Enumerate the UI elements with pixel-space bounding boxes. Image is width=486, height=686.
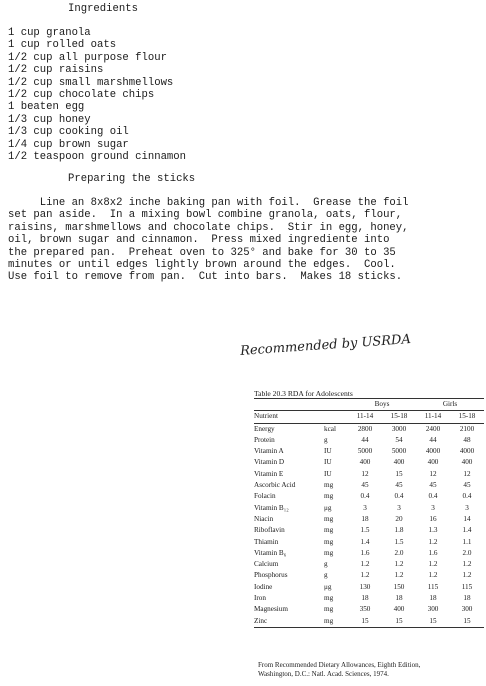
table-source <box>258 661 486 679</box>
value-cell: 18 <box>429 594 437 603</box>
instruction-line: Line an 8x8x2 inche baking pan with foil. Grease the foil <box>8 197 409 209</box>
table-row <box>254 548 484 559</box>
value-cell: 1.2 <box>394 571 404 580</box>
table-title: Table 20.3 RDA for Adolescents <box>254 389 353 398</box>
ingredient-item: 1/3 cup cooking oil <box>8 126 129 139</box>
nutrient-name: Vitamin B₆ <box>254 548 287 557</box>
value-cell: 5000 <box>391 447 407 456</box>
table-row <box>254 457 484 468</box>
value-cell: 12 <box>463 469 471 478</box>
value-cell: 54 <box>395 435 403 444</box>
value-cell: 48 <box>463 435 471 444</box>
value-cell: 4000 <box>459 447 475 456</box>
value-cell: 2400 <box>425 424 441 433</box>
unit-cell: IU <box>324 458 332 467</box>
value-cell: 15 <box>361 616 369 625</box>
nutrient-name: Vitamin A <box>254 447 284 456</box>
value-cell: 18 <box>361 594 369 603</box>
value-cell: 1.2 <box>462 571 472 580</box>
nutrient-name: Calcium <box>254 560 279 569</box>
value-cell: 44 <box>429 435 437 444</box>
nutrient-name: Energy <box>254 424 275 433</box>
age-header: 11-14 <box>416 411 450 423</box>
value-cell: 4000 <box>425 447 441 456</box>
age-header: 15-18 <box>450 411 484 423</box>
ingredients-heading: Ingredients <box>68 3 138 15</box>
value-cell: 3000 <box>391 424 407 433</box>
nutrient-name: Zinc <box>254 616 268 625</box>
nutrient-name: Magnesium <box>254 605 288 614</box>
ingredient-item: 1/2 cup all purpose flour <box>8 51 167 64</box>
unit-cell: g <box>324 571 328 580</box>
nutrient-name: Vitamin B₁₂ <box>254 503 289 512</box>
ingredient-item: 1/2 cup small marshmellows <box>8 76 174 89</box>
age-header: 15-18 <box>382 411 416 423</box>
table-row <box>254 604 484 615</box>
value-cell: 400 <box>393 605 405 614</box>
table-row <box>254 559 484 570</box>
value-cell: 1.2 <box>360 560 370 569</box>
value-cell: 1.1 <box>462 537 472 546</box>
value-cell: 12 <box>429 469 437 478</box>
unit-cell: mg <box>324 594 334 603</box>
table-row <box>254 570 484 581</box>
value-cell: 14 <box>463 514 471 523</box>
value-cell: 16 <box>429 514 437 523</box>
table-row <box>254 616 484 628</box>
table-row <box>254 480 484 491</box>
unit-cell: IU <box>324 447 332 456</box>
instructions-paragraph <box>8 197 478 284</box>
rda-table <box>254 398 484 628</box>
value-cell: 150 <box>393 582 405 591</box>
value-cell: 15 <box>395 469 403 478</box>
group-girls: Girls <box>416 399 484 411</box>
table-row <box>254 446 484 457</box>
instruction-line: raisins, marshmellows and chocolate chips. Stir in egg, honey, <box>8 221 409 234</box>
value-cell: 18 <box>463 594 471 603</box>
group-header-row <box>254 399 484 411</box>
unit-cell: mg <box>324 605 334 614</box>
value-cell: 400 <box>393 458 405 467</box>
value-cell: 115 <box>461 582 473 591</box>
unit-cell: mg <box>324 526 334 535</box>
unit-cell: g <box>324 435 328 444</box>
unit-cell: μg <box>324 582 332 591</box>
age-header: 11-14 <box>348 411 382 423</box>
value-cell: 0.4 <box>462 492 472 501</box>
value-cell: 45 <box>429 481 437 490</box>
value-cell: 300 <box>427 605 439 614</box>
nutrient-name: Protein <box>254 435 275 444</box>
group-boys: Boys <box>348 399 416 411</box>
value-cell: 1.2 <box>428 571 438 580</box>
nutrient-name: Riboflavin <box>254 526 285 535</box>
table-row <box>254 593 484 604</box>
ingredient-item: 1 beaten egg <box>8 101 85 114</box>
value-cell: 15 <box>395 616 403 625</box>
value-cell: 44 <box>361 435 369 444</box>
value-cell: 45 <box>463 481 471 490</box>
value-cell: 15 <box>463 616 471 625</box>
nutrient-name: Vitamin E <box>254 469 284 478</box>
value-cell: 45 <box>361 481 369 490</box>
value-cell: 1.6 <box>360 548 370 557</box>
value-cell: 1.6 <box>428 548 438 557</box>
unit-cell: μg <box>324 503 332 512</box>
ingredient-item: 1 cup rolled oats <box>8 39 117 52</box>
value-cell: 3 <box>397 503 401 512</box>
source-line: From Recommended Dietary Allowances, Eighth Edition, <box>258 661 421 669</box>
value-cell: 2.0 <box>394 548 404 557</box>
value-cell: 20 <box>395 514 403 523</box>
value-cell: 1.5 <box>394 537 404 546</box>
value-cell: 300 <box>461 605 473 614</box>
handwritten-note: Recommended by USRDA <box>239 332 412 359</box>
nutrient-name: Thiamin <box>254 537 279 546</box>
unit-cell: mg <box>324 548 334 557</box>
nutrient-name: Phosphorus <box>254 571 288 580</box>
source-line: Washington, D.C.: Natl. Acad. Sciences, 1974. <box>258 670 389 678</box>
table-row <box>254 423 484 435</box>
instruction-line: oil, brown sugar and cinnamon. Press mixed ingrediente into <box>8 234 390 247</box>
table-row <box>254 537 484 548</box>
value-cell: 1.2 <box>462 560 472 569</box>
value-cell: 3 <box>465 503 469 512</box>
unit-cell: mg <box>324 616 334 625</box>
unit-cell: mg <box>324 492 334 501</box>
ingredient-item: 1/2 teaspoon ground cinnamon <box>8 151 187 164</box>
value-cell: 2800 <box>357 424 373 433</box>
value-cell: 3 <box>431 503 435 512</box>
value-cell: 400 <box>359 458 371 467</box>
value-cell: 1.2 <box>360 571 370 580</box>
table-row <box>254 491 484 502</box>
value-cell: 1.8 <box>394 526 404 535</box>
value-cell: 1.4 <box>360 537 370 546</box>
column-header-row <box>254 411 484 423</box>
nutrient-name: Niacin <box>254 514 274 523</box>
instruction-line: minutes or until edges lightly brown around the edges. Cool. <box>8 259 396 272</box>
value-cell: 2100 <box>459 424 475 433</box>
ingredient-item: 1/2 cup raisins <box>8 64 104 77</box>
nutrient-name: Vitamin D <box>254 458 285 467</box>
value-cell: 1.5 <box>360 526 370 535</box>
value-cell: 18 <box>361 514 369 523</box>
nutrient-name: Folacin <box>254 492 276 501</box>
instruction-line: set pan aside. In a mixing bowl combine granola, oats, flour, <box>8 209 403 222</box>
unit-cell: kcal <box>324 424 336 433</box>
value-cell: 130 <box>359 582 371 591</box>
value-cell: 3 <box>363 503 367 512</box>
value-cell: 18 <box>395 594 403 603</box>
value-cell: 400 <box>427 458 439 467</box>
ingredient-item: 1 cup granola <box>8 27 91 39</box>
table-row <box>254 582 484 593</box>
unit-cell: IU <box>324 469 332 478</box>
unit-cell: g <box>324 560 328 569</box>
value-cell: 5000 <box>357 447 373 456</box>
value-cell: 350 <box>359 605 371 614</box>
unit-cell: mg <box>324 537 334 546</box>
value-cell: 2.0 <box>462 548 472 557</box>
value-cell: 400 <box>461 458 473 467</box>
value-cell: 12 <box>361 469 369 478</box>
value-cell: 45 <box>395 481 403 490</box>
instruction-line: Use foil to remove from pan. Cut into bars. Makes 18 sticks. <box>8 271 403 284</box>
table-row <box>254 525 484 536</box>
value-cell: 1.2 <box>394 560 404 569</box>
nutrient-name: Iodine <box>254 582 273 591</box>
value-cell: 1.2 <box>428 537 438 546</box>
value-cell: 115 <box>427 582 439 591</box>
table-row <box>254 514 484 525</box>
value-cell: 15 <box>429 616 437 625</box>
nutrient-name: Ascorbic Acid <box>254 481 296 490</box>
ingredient-item: 1/2 cup chocolate chips <box>8 89 155 102</box>
nutrient-name: Iron <box>254 594 266 603</box>
ingredient-item: 1/4 cup brown sugar <box>8 138 129 151</box>
value-cell: 1.2 <box>428 560 438 569</box>
value-cell: 1.4 <box>462 526 472 535</box>
table-row <box>254 503 484 514</box>
value-cell: 0.4 <box>360 492 370 501</box>
nutrient-column-header: Nutrient <box>254 411 324 423</box>
table-row <box>254 469 484 480</box>
unit-cell: mg <box>324 481 334 490</box>
ingredient-item: 1/3 cup honey <box>8 113 91 126</box>
instruction-line: the prepared pan. Preheat oven to 325° and bake for 30 to 35 <box>8 246 396 259</box>
value-cell: 1.3 <box>428 526 438 535</box>
value-cell: 0.4 <box>428 492 438 501</box>
ingredient-list <box>8 27 186 163</box>
unit-cell: mg <box>324 514 334 523</box>
table-row <box>254 435 484 446</box>
preparing-sticks-heading: Preparing the sticks <box>68 173 196 185</box>
value-cell: 0.4 <box>394 492 404 501</box>
